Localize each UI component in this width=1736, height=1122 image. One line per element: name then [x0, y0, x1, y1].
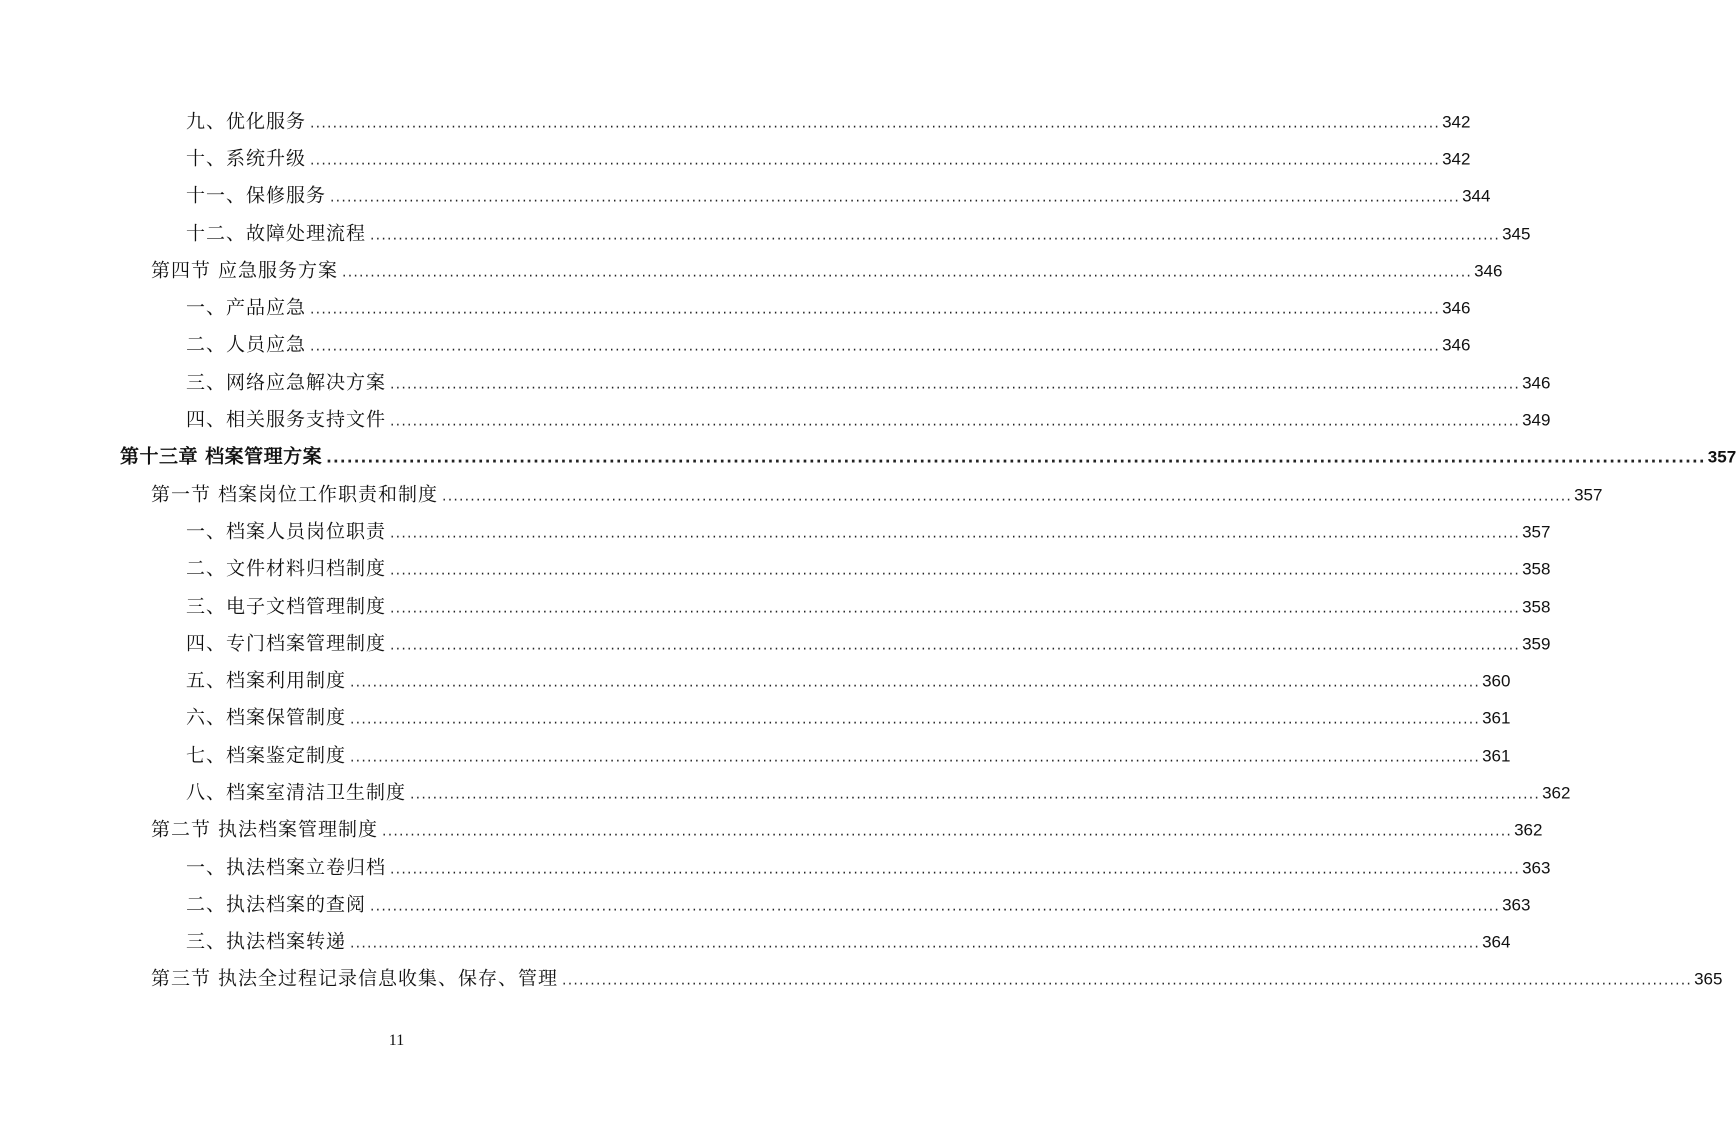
toc-entry-page-number: 358: [1522, 559, 1551, 579]
toc-entry-page-number: 359: [1522, 634, 1551, 654]
toc-entry-page-number: 346: [1442, 298, 1471, 318]
toc-dot-leader: ........................................................................................................................................................................................................: [330, 189, 1461, 206]
toc-dot-leader: ........................................................................................................................................................................................................: [390, 562, 1521, 579]
toc-dot-leader: ........................................................................................................................................................................................................: [310, 338, 1441, 355]
toc-entry-line: [151, 964, 1723, 991]
toc-entry-section[interactable]: [0, 250, 1503, 287]
toc-entry-page-number: 363: [1522, 858, 1551, 878]
toc-entry-line: [151, 479, 1603, 506]
toc-entry-page-number: 346: [1522, 373, 1551, 393]
table-of-contents: [0, 101, 1736, 996]
toc-dot-leader: ........................................................................................................................................................................................................: [350, 674, 1481, 691]
toc-dot-leader: ........................................................................................................................................................................................................: [310, 301, 1441, 318]
toc-entry-item[interactable]: [0, 101, 1471, 138]
toc-dot-leader: ........................................................................................................................................................................................................: [390, 600, 1521, 616]
toc-entry-chapter[interactable]: [0, 437, 1736, 474]
toc-entry-item[interactable]: [0, 847, 1551, 884]
toc-entry-title: 六、档案保管制度: [186, 706, 347, 729]
toc-dot-leader: ........................................................................................................................................................................................................: [370, 227, 1501, 244]
toc-dot-leader: ........................................................................................................................................................................................................: [390, 376, 1521, 393]
toc-dot-leader: ........................................................................................................................................................................................................: [442, 488, 1573, 505]
toc-entry-page-number: 361: [1482, 746, 1511, 766]
toc-entry-line: [186, 591, 1551, 618]
toc-dot-leader: ........................................................................................................................................................................................................: [310, 152, 1441, 169]
toc-entry-item[interactable]: [0, 586, 1551, 623]
toc-entry-page-number: 357: [1522, 522, 1551, 542]
toc-entry-line: [151, 255, 1503, 282]
toc-entry-line: [186, 181, 1491, 208]
toc-entry-line: [186, 143, 1471, 170]
toc-entry-title: 第四节 应急服务方案: [151, 259, 339, 282]
toc-entry-item[interactable]: [0, 176, 1491, 213]
toc-entry-item[interactable]: [0, 772, 1571, 809]
toc-entry-page-number: 365: [1694, 969, 1723, 989]
toc-entry-line: [186, 367, 1551, 394]
toc-entry-title: 五、档案利用制度: [186, 669, 347, 692]
toc-dot-leader: ........................................................................................................................................................................................................: [310, 115, 1441, 132]
toc-entry-section[interactable]: [0, 474, 1603, 511]
toc-dot-leader: ........................................................................................................................................................................................................: [342, 264, 1473, 281]
toc-entry-line: [186, 777, 1571, 804]
toc-entry-page-number: 360: [1482, 671, 1511, 691]
toc-dot-leader: ........................................................................................................................................................................................................: [326, 448, 1706, 467]
toc-dot-leader: ........................................................................................................................................................................................................: [350, 749, 1481, 766]
toc-entry-line: [186, 889, 1531, 916]
toc-entry-page-number: 345: [1502, 224, 1531, 244]
toc-entry-line: [186, 330, 1471, 357]
toc-entry-title: 第三节 执法全过程记录信息收集、保存、管理: [151, 967, 559, 990]
toc-entry-item[interactable]: [0, 511, 1551, 548]
toc-entry-page-number: 362: [1542, 783, 1571, 803]
page-number: 11: [388, 1032, 405, 1049]
toc-entry-item[interactable]: [0, 698, 1511, 735]
toc-dot-leader: ........................................................................................................................................................................................................: [410, 786, 1541, 803]
toc-entry-title: 二、文件材料归档制度: [186, 557, 387, 580]
toc-entry-line: [186, 405, 1551, 432]
toc-entry-title: 二、执法档案的查阅: [186, 893, 367, 916]
toc-entry-title: 三、执法档案转递: [186, 930, 347, 953]
toc-entry-line: [186, 852, 1551, 879]
toc-entry-line: [186, 740, 1511, 767]
toc-entry-page-number: 357: [1707, 447, 1736, 467]
toc-entry-page-number: 346: [1442, 335, 1471, 355]
toc-entry-title: 四、相关服务支持文件: [186, 408, 387, 431]
toc-entry-page-number: 342: [1442, 112, 1471, 132]
toc-entry-line: [186, 703, 1511, 730]
toc-entry-title: 九、优化服务: [186, 110, 307, 133]
toc-entry-line: [151, 815, 1543, 842]
toc-dot-leader: ........................................................................................................................................................................................................: [390, 637, 1521, 654]
toc-entry-line: [186, 927, 1511, 954]
toc-entry-item[interactable]: [0, 213, 1531, 250]
toc-entry-page-number: 344: [1462, 186, 1491, 206]
toc-entry-page-number: 349: [1522, 410, 1551, 430]
toc-entry-item[interactable]: [0, 623, 1551, 660]
toc-entry-title: 七、档案鉴定制度: [186, 744, 347, 767]
toc-entry-page-number: 357: [1574, 485, 1603, 505]
toc-entry-line: [186, 106, 1471, 133]
toc-entry-section[interactable]: [0, 959, 1723, 996]
toc-entry-title: 一、产品应急: [186, 296, 307, 319]
toc-entry-item[interactable]: [0, 922, 1511, 959]
toc-entry-title: 第一节 档案岗位工作职责和制度: [151, 483, 439, 506]
toc-entry-line: [186, 293, 1471, 320]
toc-entry-line: [186, 628, 1551, 655]
toc-entry-item[interactable]: [0, 399, 1551, 436]
toc-dot-leader: ........................................................................................................................................................................................................: [350, 711, 1481, 728]
toc-dot-leader: ........................................................................................................................................................................................................: [370, 898, 1501, 915]
toc-entry-page-number: 358: [1522, 597, 1551, 616]
toc-entry-page-number: 364: [1482, 932, 1511, 952]
toc-entry-title: 十、系统升级: [186, 147, 307, 170]
toc-entry-line: [120, 442, 1736, 469]
toc-entry-title: 三、网络应急解决方案: [186, 371, 387, 394]
toc-entry-item[interactable]: [0, 549, 1551, 586]
toc-entry-title: 一、档案人员岗位职责: [186, 520, 387, 543]
toc-entry-page-number: 361: [1482, 708, 1511, 728]
toc-entry-title: 一、执法档案立卷归档: [186, 856, 387, 879]
toc-entry-item[interactable]: [0, 660, 1511, 697]
toc-entry-title: 八、档案室清洁卫生制度: [186, 781, 407, 804]
toc-entry-line: [186, 666, 1511, 693]
toc-dot-leader: ........................................................................................................................................................................................................: [390, 861, 1521, 878]
toc-entry-line: [186, 516, 1551, 543]
toc-entry-title: 第二节 执法档案管理制度: [151, 818, 379, 841]
toc-entry-title: 二、人员应急: [186, 333, 307, 356]
toc-entry-item[interactable]: [0, 325, 1471, 362]
toc-entry-item[interactable]: [0, 884, 1531, 921]
toc-entry-section[interactable]: [0, 810, 1543, 847]
toc-entry-title: 十二、故障处理流程: [186, 222, 367, 245]
toc-entry-item[interactable]: [0, 287, 1471, 324]
toc-entry-title: 十一、保修服务: [186, 184, 327, 207]
toc-entry-line: [186, 554, 1551, 581]
toc-entry-item[interactable]: [0, 735, 1511, 772]
toc-entry-item[interactable]: [0, 138, 1471, 175]
toc-entry-page-number: 363: [1502, 895, 1531, 915]
toc-entry-page-number: 346: [1474, 261, 1503, 281]
toc-dot-leader: ........................................................................................................................................................................................................: [390, 525, 1521, 542]
toc-dot-leader: ........................................................................................................................................................................................................: [562, 972, 1693, 989]
toc-entry-line: [186, 218, 1531, 245]
toc-dot-leader: ........................................................................................................................................................................................................: [382, 823, 1513, 840]
toc-entry-title: 三、电子文档管理制度: [186, 595, 387, 617]
toc-entry-page-number: 362: [1514, 820, 1543, 840]
toc-entry-page-number: 342: [1442, 149, 1471, 169]
toc-entry-title: 四、专门档案管理制度: [186, 632, 387, 655]
toc-dot-leader: ........................................................................................................................................................................................................: [390, 413, 1521, 430]
toc-entry-title: 第十三章 档案管理方案: [120, 445, 323, 468]
toc-entry-item[interactable]: [0, 362, 1551, 399]
toc-dot-leader: ........................................................................................................................................................................................................: [350, 935, 1481, 952]
